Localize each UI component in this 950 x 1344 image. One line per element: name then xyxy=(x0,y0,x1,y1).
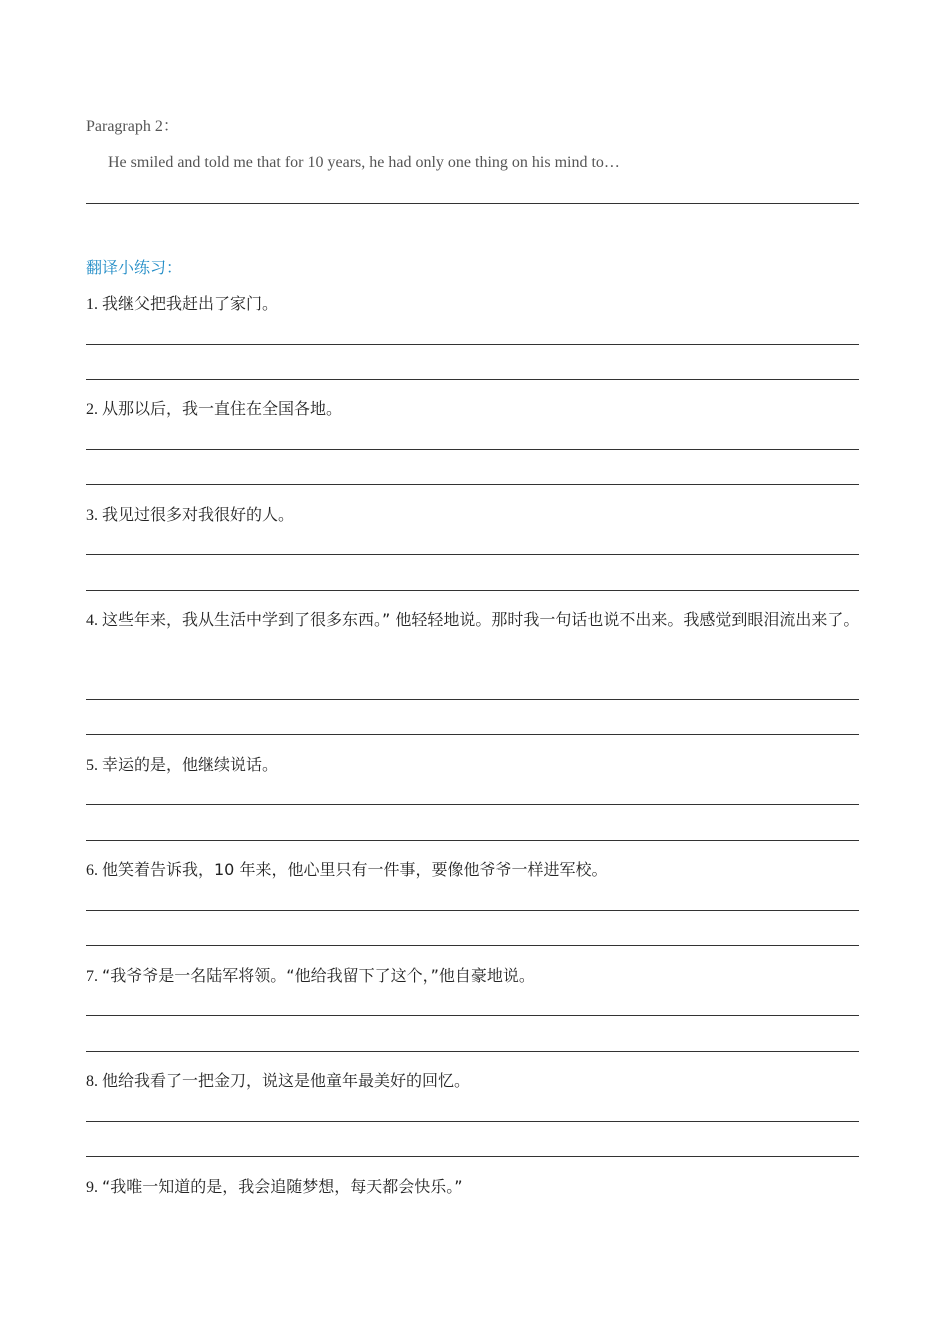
answer-line xyxy=(86,449,859,450)
answer-line xyxy=(86,1051,859,1052)
answer-line xyxy=(86,554,859,555)
answer-line xyxy=(86,203,859,204)
item-text: “我爷爷是一名陆军将领。“他给我留下了这个，”他自豪地说。 xyxy=(102,966,535,985)
answer-line xyxy=(86,734,859,735)
exercise-item-8 xyxy=(86,1073,470,1090)
answer-line xyxy=(86,910,859,911)
item-number: 5. xyxy=(86,757,98,774)
answer-line xyxy=(86,699,859,700)
item-text: 幸运的是，他继续说话。 xyxy=(102,755,279,774)
item-text: “我唯一知道的是，我会追随梦想，每天都会快乐。” xyxy=(102,1177,463,1196)
exercise-item-6 xyxy=(86,862,607,879)
exercise-item-7 xyxy=(86,968,535,985)
item-number: 7. xyxy=(86,968,98,985)
exercise-item-9 xyxy=(86,1179,463,1196)
item-text: 我继父把我赶出了家门。 xyxy=(102,294,279,313)
item-number: 2. xyxy=(86,401,98,418)
paragraph-label: Paragraph 2： xyxy=(86,118,179,135)
item-text: 从那以后，我一直住在全国各地。 xyxy=(102,399,343,418)
item-number: 3. xyxy=(86,507,98,524)
answer-line xyxy=(86,840,859,841)
exercise-item-5 xyxy=(86,757,278,774)
item-number: 8. xyxy=(86,1073,98,1090)
answer-line xyxy=(86,590,859,591)
item-text: 他给我看了一把金刀，说这是他童年最美好的回忆。 xyxy=(102,1071,471,1090)
answer-line xyxy=(86,1156,859,1157)
item-number: 4. xyxy=(86,612,98,629)
item-text: 这些年来，我从生活中学到了很多东西。” 他轻轻地说。那时我一句话也说不出来。我感觉到眼泪流出来了。 xyxy=(102,610,860,629)
answer-line xyxy=(86,945,859,946)
answer-line xyxy=(86,804,859,805)
item-number: 6. xyxy=(86,862,98,879)
exercise-section-title: 翻译小练习： xyxy=(86,258,183,277)
item-number: 9. xyxy=(86,1179,98,1196)
item-text: 我见过很多对我很好的人。 xyxy=(102,505,295,524)
exercise-item-2 xyxy=(86,401,342,418)
exercise-item-4 xyxy=(86,601,866,640)
answer-line xyxy=(86,1015,859,1016)
item-text: 他笑着告诉我，10 年来，他心里只有一件事，要像他爷爷一样进军校。 xyxy=(102,860,608,879)
exercise-item-1 xyxy=(86,296,278,313)
item-number: 1. xyxy=(86,296,98,313)
answer-line xyxy=(86,344,859,345)
exercise-item-3 xyxy=(86,507,294,524)
answer-line xyxy=(86,484,859,485)
paragraph-opening-sentence: He smiled and told me that for 10 years, he had only one thing on his mind to… xyxy=(108,154,620,171)
answer-line xyxy=(86,379,859,380)
answer-line xyxy=(86,1121,859,1122)
